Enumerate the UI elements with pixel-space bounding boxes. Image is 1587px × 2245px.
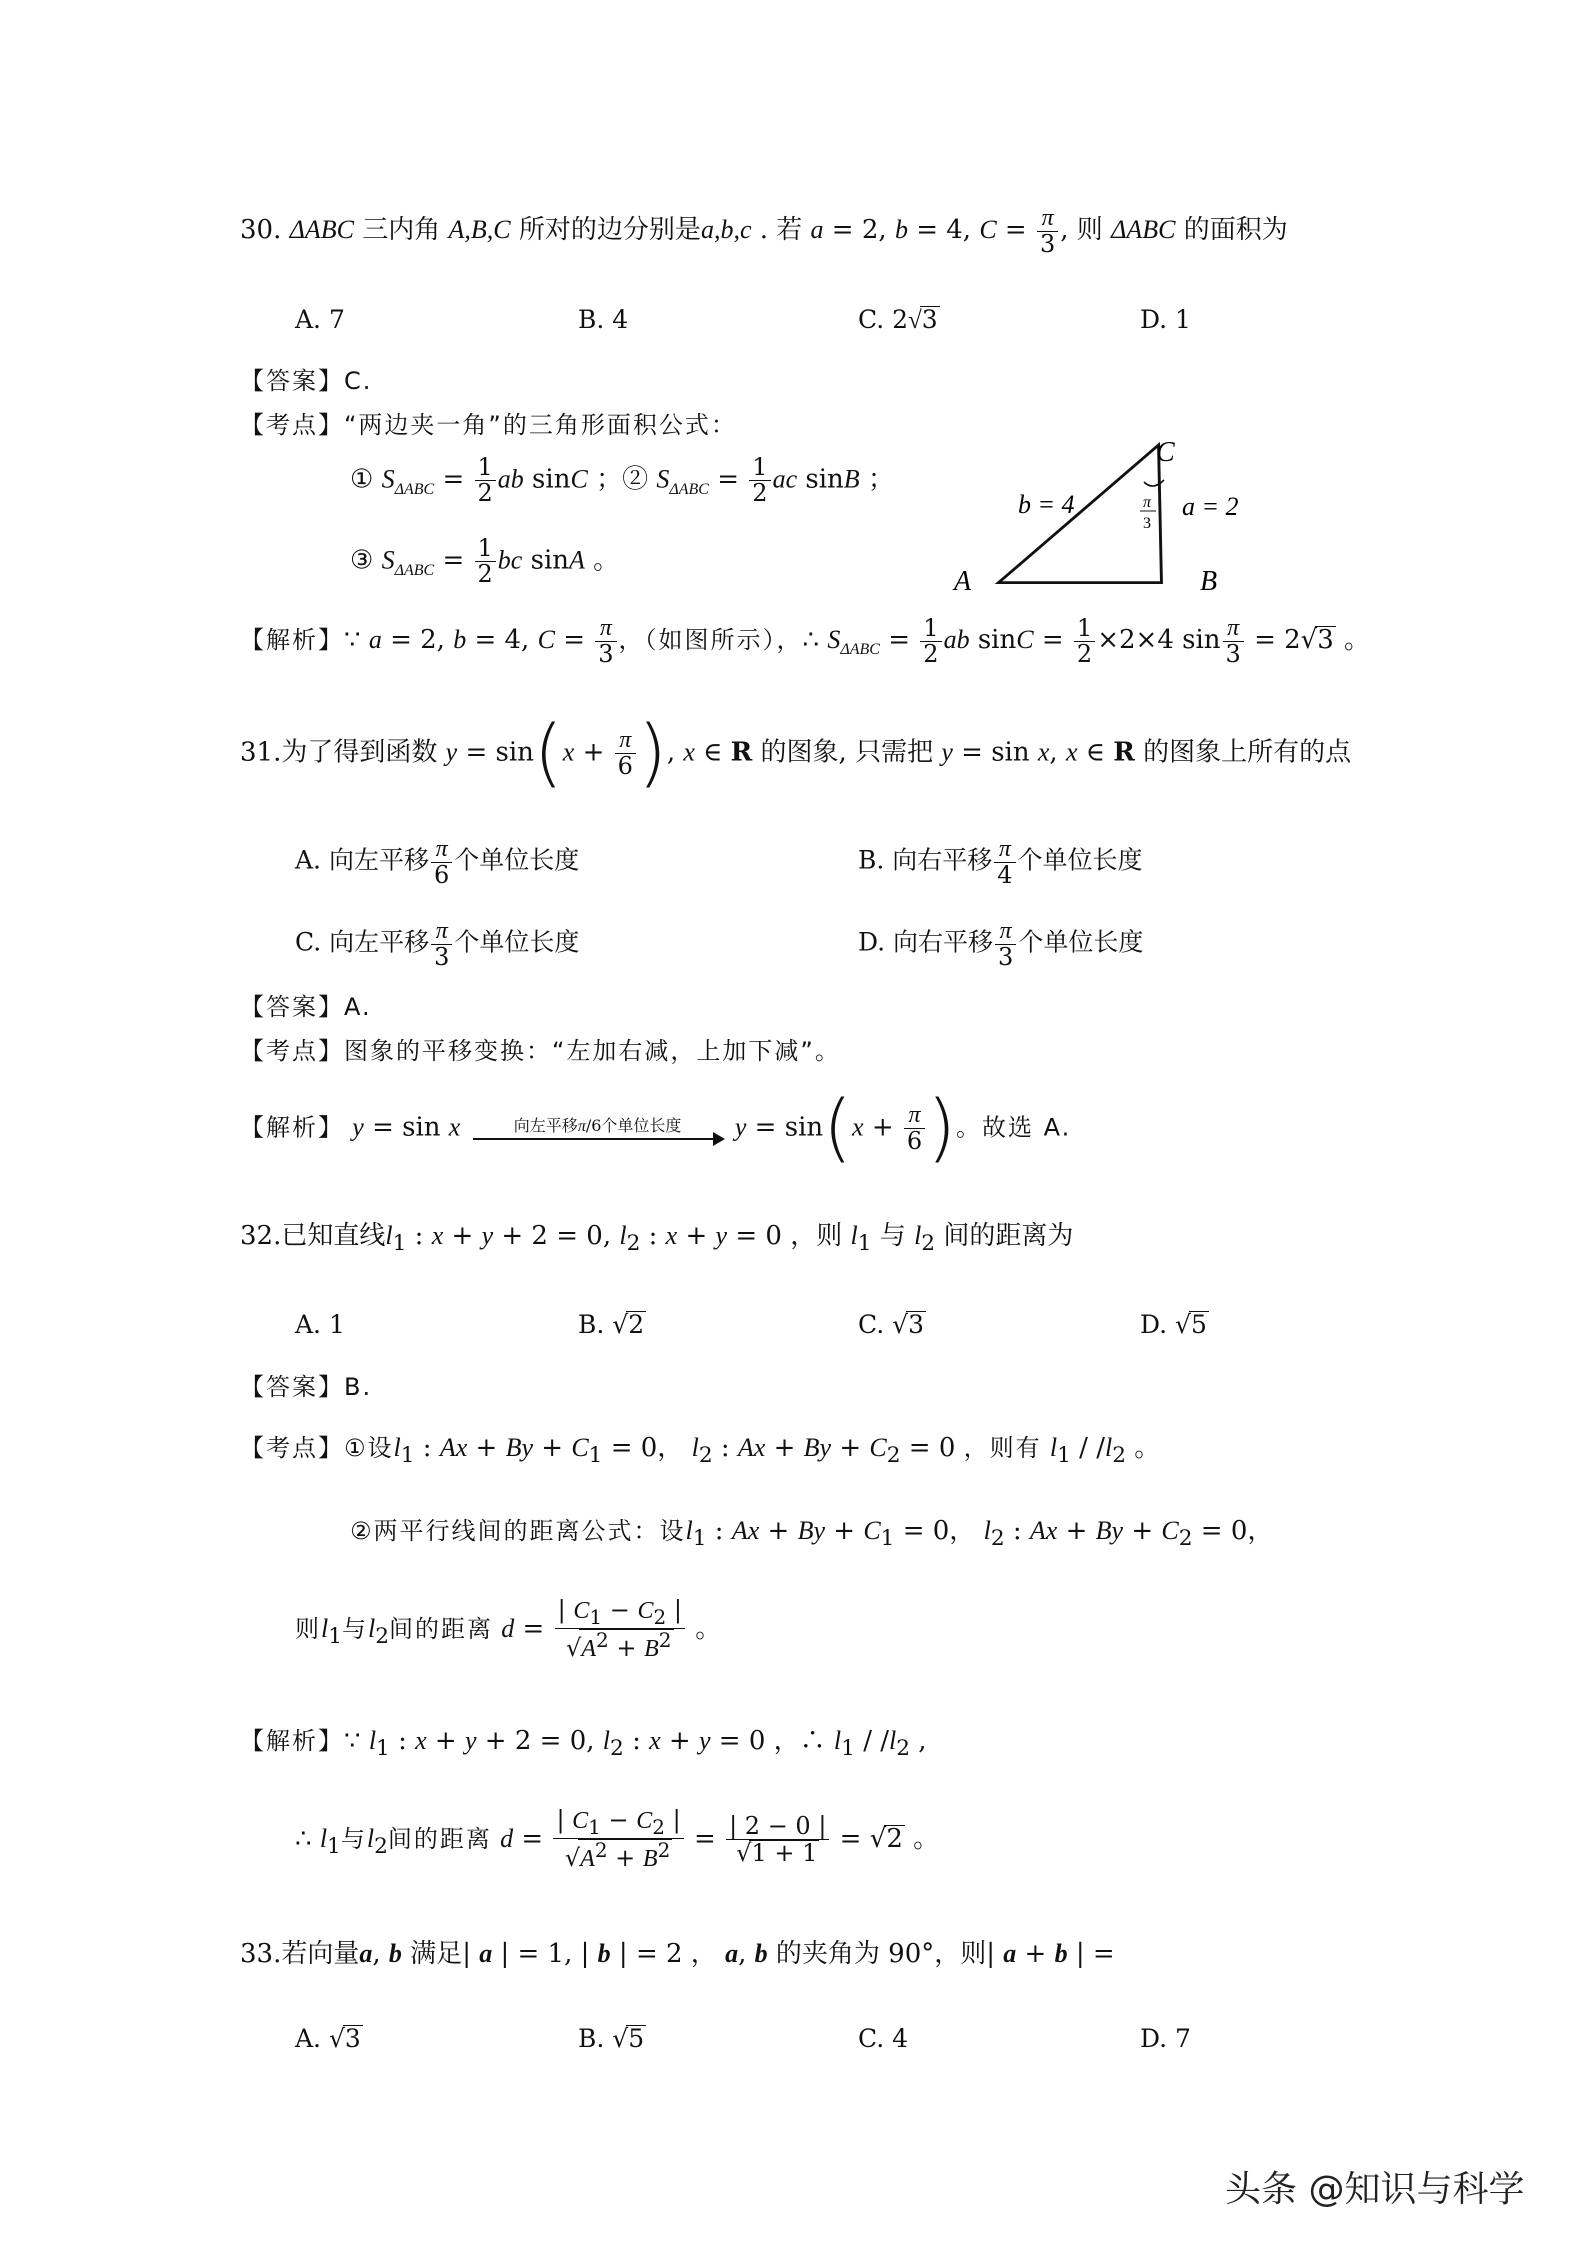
q32-answer: 【答案】B. — [240, 1373, 373, 1401]
triangle-figure — [940, 435, 1240, 600]
q32-analysis-2: ∴ $l_1$与$l_2$间的距离 d = $\frac{| C_1 - C_2 |}{√A^2 + B^2}$ = $\frac{| 2 - 0 |}{√1 + 1}$ = √2 。 — [295, 1806, 940, 1872]
q31-option-a: A. 向左平移 $\frac{\pi}{6}$ 个单位长度 — [295, 836, 580, 890]
q32-option-c: C. √3 — [858, 1310, 924, 1339]
q33-option-d: D. 7 — [1140, 2024, 1191, 2053]
side-b-label: b = 4 — [1018, 490, 1075, 519]
vertex-b-label: B — [1200, 566, 1218, 597]
q33-option-a: A. √3 — [295, 2024, 361, 2053]
q30-option-a: A. 7 — [295, 305, 345, 334]
q31-stem: 31.为了得到函数 y = sin(x + $\frac{\pi}{6}$ ), x ∈ R 的图象, 只需把 y = sin x, x ∈ R 的图象上所有的点 — [240, 710, 1352, 796]
q32-stem: 32.已知直线$l_1$ : x + y + 2 = 0, $l_2$ : x + y = 0 ，则 $l_1$ 与 $l_2$ 间的距离为 — [240, 1221, 1074, 1257]
q30-point: 【考点】“两边夹一角”的三角形面积公式： — [240, 411, 737, 439]
vertex-c-label: C — [1156, 437, 1175, 468]
q33-stem: 33.若向量a, b 满足| a | = 1, | b | = 2 ， a, b 的夹角为 90°，则| a + b | = — [240, 1939, 1115, 1969]
q31-analysis: 【解析】 y = sin x 向左平移π/6个单位长度 y = sin(x + $\frac{\pi}{6}$ )。故选 A. — [240, 1085, 1072, 1171]
q32-analysis-1: 【解析】∵ $l_1$ : x + y + 2 = 0, $l_2$ : x + y = 0 ，∴ $l_1 / /l_2$ , — [240, 1726, 927, 1762]
q30-formula-1-2: ① $S_{\Delta ABC}$ = $\frac{1}{2}$ ab sinC ；② $S_{\Delta ABC}$ = $\frac{1}{2}$ ac sinB ； — [350, 453, 894, 508]
q30-formula-3: ③ $S_{\Delta ABC}$ = $\frac{1}{2}$ bc sinA 。 — [350, 534, 620, 589]
q31-answer: 【答案】A. — [240, 993, 372, 1021]
q31-option-b: B. 向右平移 $\frac{\pi}{4}$ 个单位长度 — [858, 836, 1143, 890]
q30-answer: 【答案】C. — [240, 367, 373, 395]
vertex-a-label: A — [954, 566, 972, 597]
q30-option-b: B. 4 — [578, 305, 629, 334]
side-a-label: a = 2 — [1182, 492, 1239, 521]
q33-option-b: B. √5 — [578, 2024, 645, 2053]
q32-point-1: 【考点】①设$l_1$ : $Ax + By + C_1 = 0$， $l_2$ : $Ax + By + C_2 = 0$ ，则有 $l_1 / /l_2$ 。 — [240, 1433, 1161, 1469]
angle-three-label: 3 — [1143, 515, 1151, 532]
q32-option-a: A. 1 — [295, 1310, 345, 1339]
q30-option-d: D. 1 — [1140, 305, 1191, 334]
angle-pi-label: π — [1143, 494, 1152, 511]
q32-point-3: 则$l_1$与$l_2$间的距离 d = $\frac{| C_1 - C_2 |}{√A^2 + B^2}$ 。 — [295, 1596, 722, 1662]
q32-point-2: ②两平行线间的距离公式：设$l_1$ : $Ax + By + C_1 = 0$， $l_2$ : $Ax + By + C_2 = 0$， — [350, 1516, 1274, 1552]
q32-option-d: D. √5 — [1140, 1310, 1207, 1339]
watermark: 头条 @知识与科学 — [1225, 2169, 1525, 2210]
q32-option-b: B. √2 — [578, 1310, 645, 1339]
q33-option-c: C. 4 — [858, 2024, 909, 2053]
q30-option-c: C. 2√3 — [858, 305, 938, 334]
q31-point: 【考点】图象的平移变换：“左加右减，上加下减”。 — [240, 1037, 841, 1065]
q31-option-c: C. 向左平移 $\frac{\pi}{3}$ 个单位长度 — [295, 918, 580, 972]
q31-option-d: D. 向右平移 $\frac{\pi}{3}$ 个单位长度 — [858, 918, 1144, 972]
q30-stem: 30. ΔABC 三内角 A,B,C 所对的边分别是a,b,c . 若 a = 2, b = 4, C = $\frac{\pi}{3}$ , 则 ΔABC 的面积为 — [240, 205, 1288, 259]
q30-analysis: 【解析】∵ a = 2, b = 4, C = $\frac{\pi}{3}$ ，（如图所示），∴ $S_{\Delta ABC}$ = $\frac{1}{2}$ ab sinC = $\frac{1}{2}$ ×2×4 sin $\frac{\pi}{3}$ = 2√3 。 — [240, 613, 1371, 669]
